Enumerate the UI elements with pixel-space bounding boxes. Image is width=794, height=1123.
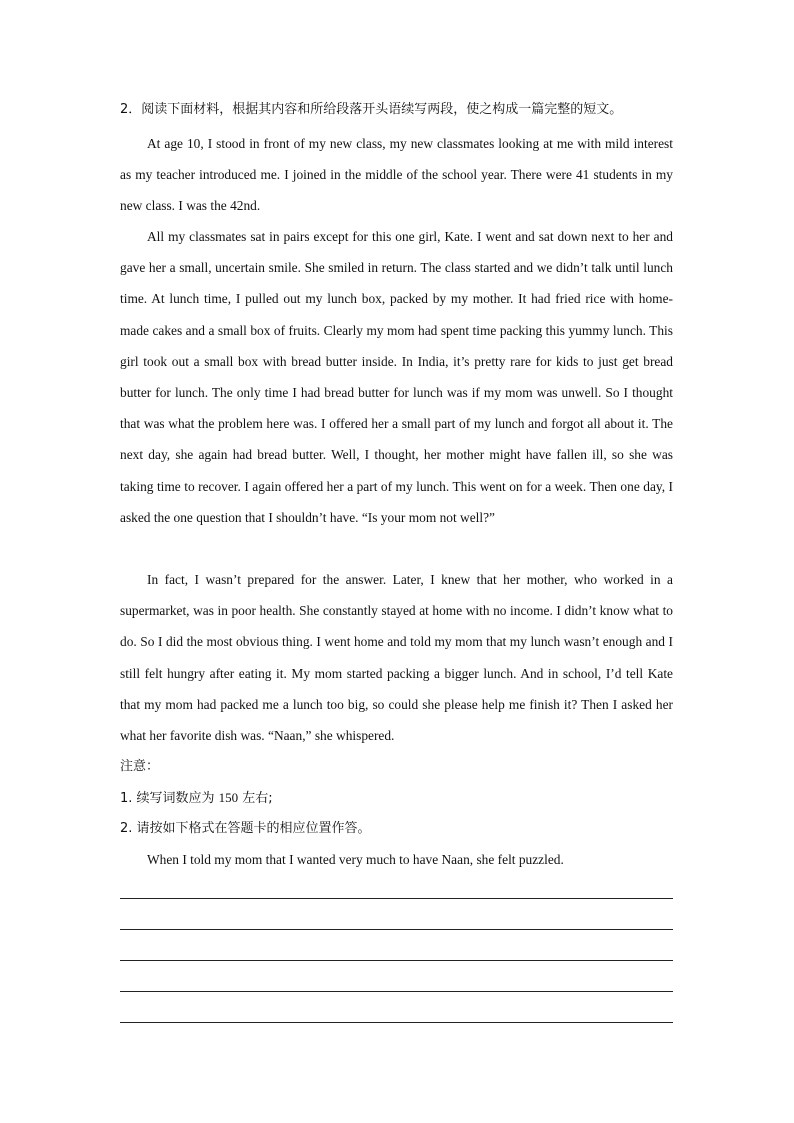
answer-line[interactable] <box>120 991 673 992</box>
answer-line[interactable] <box>120 1022 673 1023</box>
answer-line[interactable] <box>120 929 673 930</box>
note-item-2: 2. 请按如下格式在答题卡的相应位置作答。 <box>120 821 371 836</box>
answer-opening-sentence: When I told my mom that I wanted very much to have Naan, she felt puzzled. <box>147 852 564 867</box>
passage-paragraph-3: In fact, I wasn’t prepared for the answer. Later, I knew that her mother, who worked in a supermarket, was in poor health. She constantly stayed at home with no income. I didn’t know what to do. So I did the most obvious thing. I went home and told my mom that my lunch wasn’t enough and I still felt hungry after eating it. My mom started packing a bigger lunch. And in school, I’d tell Kate that my mom had packed me a lunch too big, so could she please help me finish it? Then I asked her what her favorite dish was. “Naan,” she whispered. <box>120 572 673 744</box>
question-title: 2．阅读下面材料，根据其内容和所给段落开头语续写两段，使之构成一篇完整的短文。 <box>120 102 623 117</box>
answer-line[interactable] <box>120 898 673 899</box>
passage-paragraph-1: At age 10, I stood in front of my new class, my new classmates looking at me with mild interest as my teacher introduced me. I joined in the middle of the school year. There were 41 students in my new class. I was the 42nd. <box>120 136 673 214</box>
note-item-1-prefix: 1. 续写词数应为 <box>120 791 219 806</box>
note-item-1 <box>120 788 273 809</box>
answer-line[interactable] <box>120 960 673 961</box>
notes-heading: 注意： <box>120 759 160 774</box>
note-item-1-number: 150 <box>218 790 239 805</box>
note-item-1-suffix: 左右; <box>238 791 273 806</box>
passage-paragraph-2: All my classmates sat in pairs except for this one girl, Kate. I went and sat down next to her and gave her a small, uncertain smile. She smiled in return. The class started and we didn’t talk until lunch time. At lunch time, I pulled out my lunch box, packed by my mother. It had fried rice with home-made cakes and a small box of fruits. Clearly my mom had spent time packing this yummy lunch. This girl took out a small box with bread butter inside. In India, it’s pretty rare for kids to just get bread butter for lunch. The only time I had bread butter for lunch was if my mom was unwell. So I thought that was what the problem here was. I offered her a small part of my lunch and forgot all about it. The next day, she again had bread butter. Well, I thought, her mother might have fallen ill, so she was taking time to recover. I again offered her a part of my lunch. This went on for a week. Then one day, I asked the one question that I shouldn’t have. “Is your mom not well?” <box>120 229 673 525</box>
